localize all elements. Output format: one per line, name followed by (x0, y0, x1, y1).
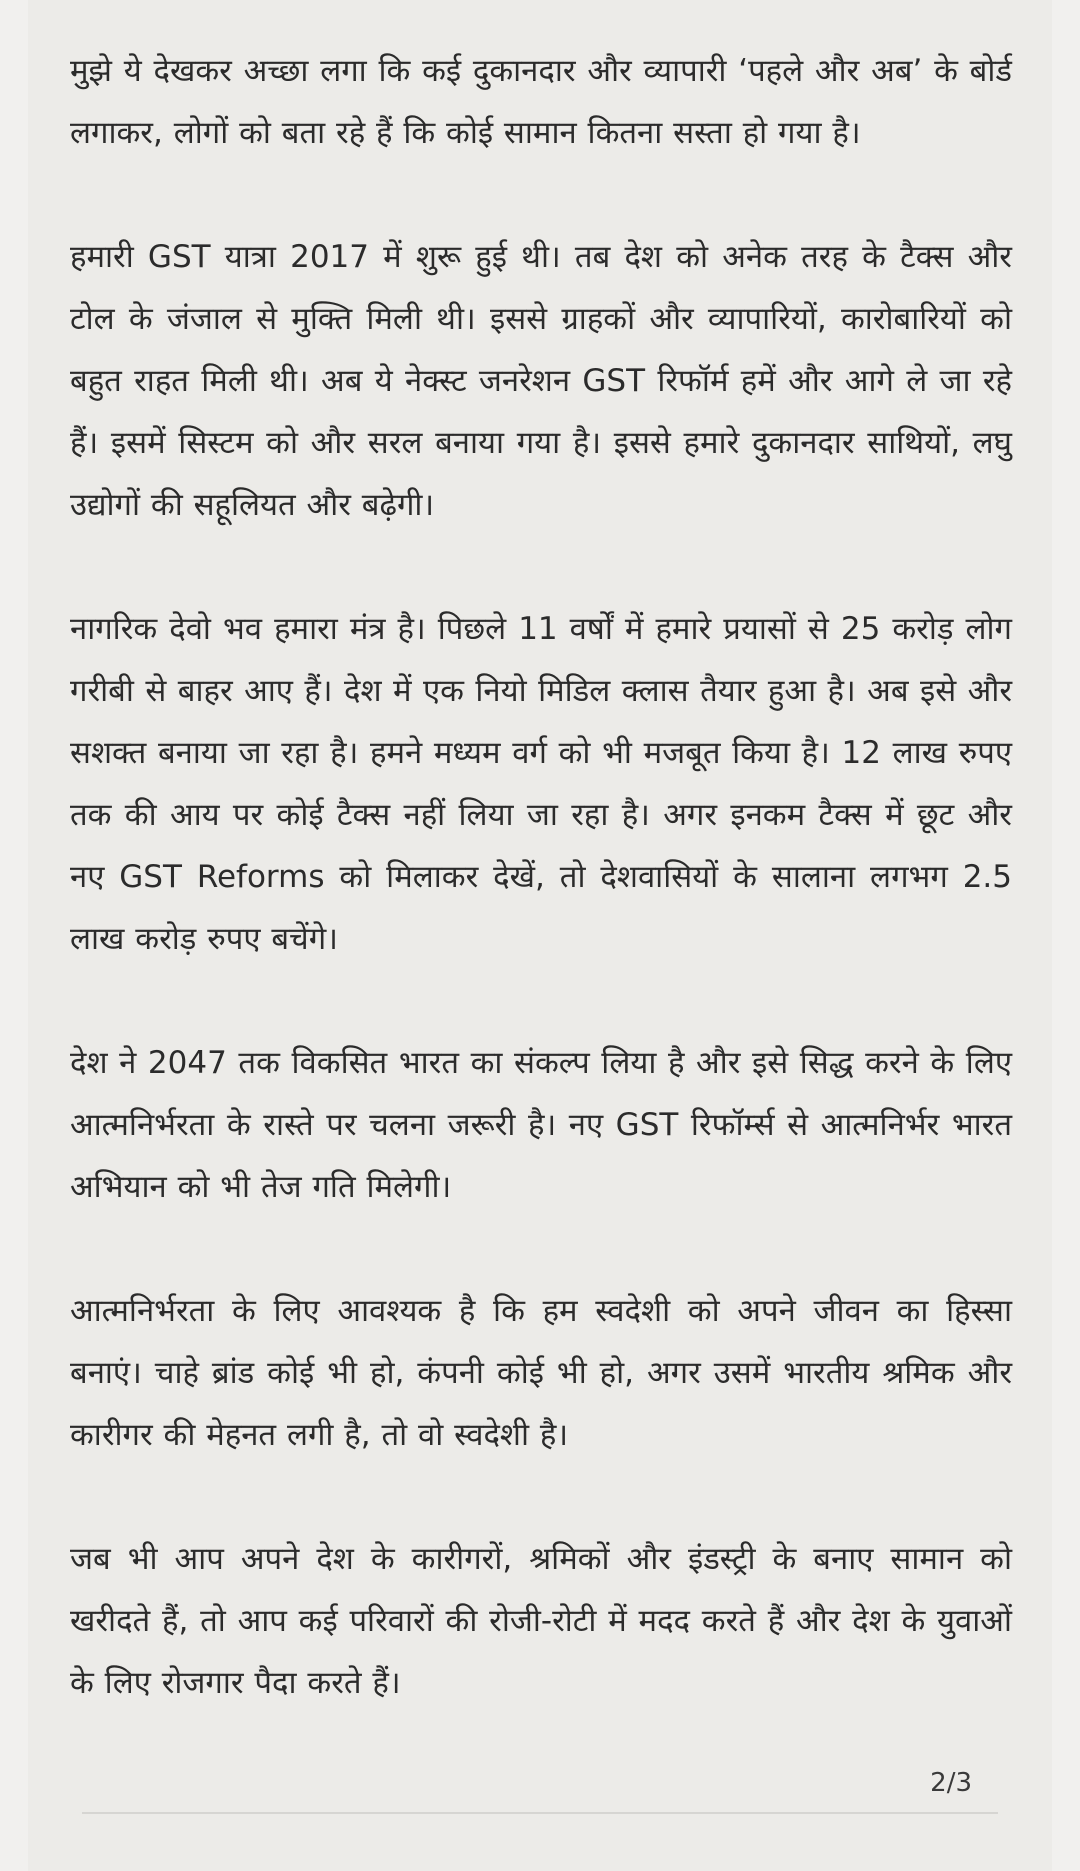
paragraph-5: आत्मनिर्भरता के लिए आवश्यक है कि हम स्वदेशी को अपने जीवन का हिस्सा बनाएं। चाहे ब्रांड कोई भी हो, कंपनी कोई भी हो, अगर उसमें भारतीय श्रमिक और कारीगर की मेहनत लगी है, तो वो स्वदेशी है। (70, 1293, 1012, 1453)
document-page (28, 0, 1052, 1871)
document-body (70, 40, 1012, 1714)
footer-divider (82, 1812, 998, 1814)
paragraph-1: मुझे ये देखकर अच्छा लगा कि कई दुकानदार और व्यापारी ‘पहले और अब’ के बोर्ड लगाकर, लोगों को बता रहे हैं कि कोई सामान कितना सस्ता हो गया है। (70, 53, 1012, 151)
paragraph-6: जब भी आप अपने देश के कारीगरों, श्रमिकों और इंडस्ट्री के बनाए सामान को खरीदते हैं, तो आप कई परिवारों की रोजी-रोटी में मदद करते हैं और देश के युवाओं के लिए रोजगार पैदा करते हैं। (70, 1541, 1012, 1701)
paragraph-3: नागरिक देवो भव हमारा मंत्र है। पिछले 11 वर्षों में हमारे प्रयासों से 25 करोड़ लोग गरीबी से बाहर आए हैं। देश में एक नियो मिडिल क्लास तैयार हुआ है। अब इसे और सशक्त बनाया जा रहा है। हमने मध्यम वर्ग को भी मजबूत किया है। 12 लाख रुपए तक की आय पर कोई टैक्स नहीं लिया जा रहा है। अगर इनकम टैक्स में छूट और नए GST Reforms को मिलाकर देखें, तो देशवासियों के सालाना लगभग 2.5 लाख करोड़ रुपए बचेंगे। (70, 611, 1012, 957)
paragraph-4: देश ने 2047 तक विकसित भारत का संकल्प लिया है और इसे सिद्ध करने के लिए आत्मनिर्भरता के रास्ते पर चलना जरूरी है। नए GST रिफॉर्म्स से आत्मनिर्भर भारत अभियान को भी तेज गति मिलेगी। (70, 1045, 1012, 1205)
paragraph-2: हमारी GST यात्रा 2017 में शुरू हुई थी। तब देश को अनेक तरह के टैक्स और टोल के जंजाल से मुक्ति मिली थी। इससे ग्राहकों और व्यापारियों, कारोबारियों को बहुत राहत मिली थी। अब ये नेक्स्ट जनरेशन GST रिफॉर्म हमें और आगे ले जा रहे हैं। इसमें सिस्टम को और सरल बनाया गया है। इससे हमारे दुकानदार साथियों, लघु उद्योगों की सहूलियत और बढ़ेगी। (70, 239, 1012, 523)
page-number: 2/3 (930, 1768, 972, 1798)
